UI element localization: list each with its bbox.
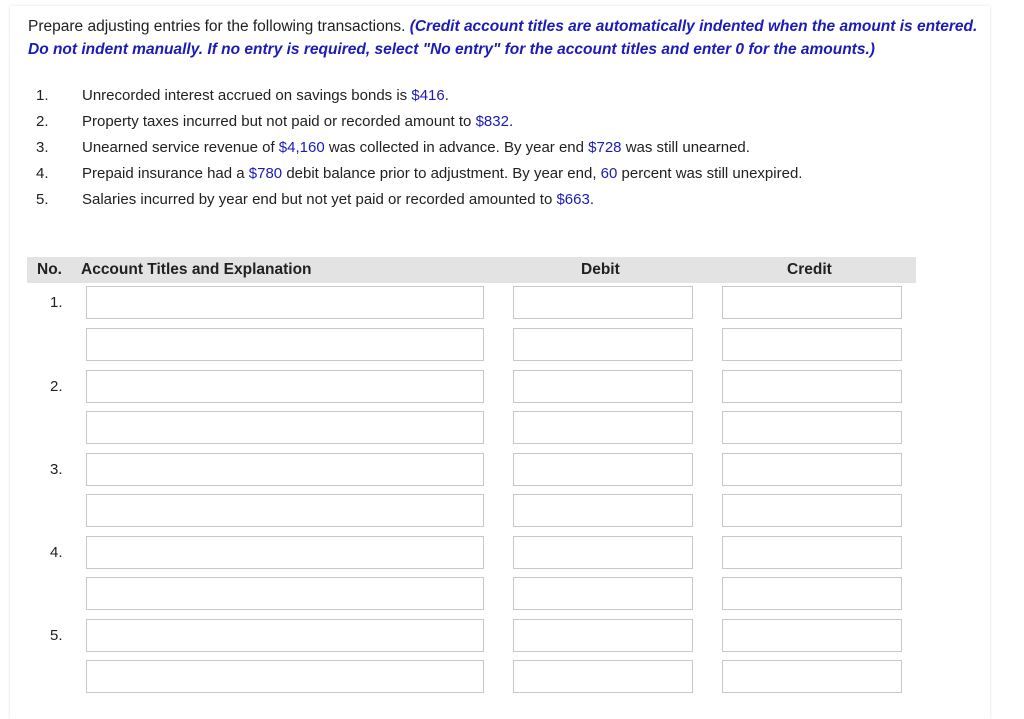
journal-table-header [27, 257, 916, 283]
transaction-text-part: . [508, 113, 514, 130]
account-title-input[interactable] [86, 577, 484, 610]
entry-number: 4. [50, 544, 63, 561]
credit-input[interactable] [722, 577, 902, 610]
transaction-number: 3. [36, 139, 49, 156]
transaction-text [82, 85, 449, 107]
transaction-text-part: Property taxes incurred but not paid or recorded amount to [82, 113, 476, 130]
transaction-text-part: percent was still unexpired. [617, 165, 803, 182]
transaction-item [28, 189, 988, 215]
transaction-list [28, 85, 988, 215]
transaction-text-part: Salaries incurred by year end but not yet paid or recorded amounted to [82, 191, 557, 208]
instructions-note: (Credit account titles are automatically indented when the amount is entered. Do not indent manually. If no entry is required, select "No entry" for the account titles and enter 0 for the amounts.) [28, 18, 978, 58]
credit-input[interactable] [722, 453, 902, 486]
transaction-text [82, 189, 594, 211]
account-title-input[interactable] [86, 619, 484, 652]
instructions [28, 15, 998, 61]
transaction-text [82, 163, 802, 185]
debit-input[interactable] [513, 370, 693, 403]
debit-input[interactable] [513, 286, 693, 319]
entry-number: 1. [50, 294, 63, 311]
account-title-input[interactable] [86, 286, 484, 319]
entry-number: 5. [50, 627, 63, 644]
header-account-titles: Account Titles and Explanation [81, 261, 312, 278]
debit-input[interactable] [513, 660, 693, 693]
account-title-input[interactable] [86, 536, 484, 569]
transaction-item [28, 111, 988, 137]
transaction-text-part: Prepaid insurance had a [82, 165, 249, 182]
credit-input[interactable] [722, 328, 902, 361]
account-title-input[interactable] [86, 411, 484, 444]
transaction-item [28, 163, 988, 189]
credit-input[interactable] [722, 370, 902, 403]
transaction-number: 5. [36, 191, 49, 208]
account-title-input[interactable] [86, 370, 484, 403]
debit-input[interactable] [513, 577, 693, 610]
debit-input[interactable] [513, 453, 693, 486]
entry-number: 3. [50, 461, 63, 478]
debit-input[interactable] [513, 411, 693, 444]
transaction-text [82, 137, 750, 159]
debit-input[interactable] [513, 328, 693, 361]
header-credit: Credit [787, 261, 832, 278]
account-title-input[interactable] [86, 453, 484, 486]
transaction-amount: $416 [411, 87, 445, 104]
credit-input[interactable] [722, 536, 902, 569]
transaction-number: 1. [36, 87, 49, 104]
debit-input[interactable] [513, 494, 693, 527]
transaction-text-part: debit balance prior to adjustment. By year end, [282, 165, 601, 182]
transaction-number: 2. [36, 113, 49, 130]
header-no: No. [37, 261, 62, 278]
transaction-amount: $663 [556, 191, 590, 208]
transaction-amount: $832 [475, 113, 509, 130]
transaction-text [82, 111, 513, 133]
transaction-amount: $728 [588, 139, 622, 156]
credit-input[interactable] [722, 494, 902, 527]
transaction-amount: $4,160 [278, 139, 325, 156]
header-debit: Debit [581, 261, 620, 278]
entry-number: 2. [50, 378, 63, 395]
debit-input[interactable] [513, 536, 693, 569]
credit-input[interactable] [722, 411, 902, 444]
transaction-item [28, 85, 988, 111]
account-title-input[interactable] [86, 660, 484, 693]
transaction-text-part: was collected in advance. By year end [324, 139, 589, 156]
credit-input[interactable] [722, 619, 902, 652]
credit-input[interactable] [722, 660, 902, 693]
transaction-number: 4. [36, 165, 49, 182]
transaction-item [28, 137, 988, 163]
transaction-text-part: Unearned service revenue of [82, 139, 279, 156]
transaction-text-part: Unrecorded interest accrued on savings bonds is [82, 87, 412, 104]
transaction-text-part: was still unearned. [621, 139, 750, 156]
transaction-text-part: . [444, 87, 449, 104]
account-title-input[interactable] [86, 328, 484, 361]
transaction-amount: 60 [600, 165, 618, 182]
debit-input[interactable] [513, 619, 693, 652]
account-title-input[interactable] [86, 494, 484, 527]
transaction-amount: $780 [248, 165, 283, 182]
instructions-lead: Prepare adjusting entries for the following transactions. [28, 18, 406, 35]
transaction-text-part: . [589, 191, 594, 208]
credit-input[interactable] [722, 286, 902, 319]
